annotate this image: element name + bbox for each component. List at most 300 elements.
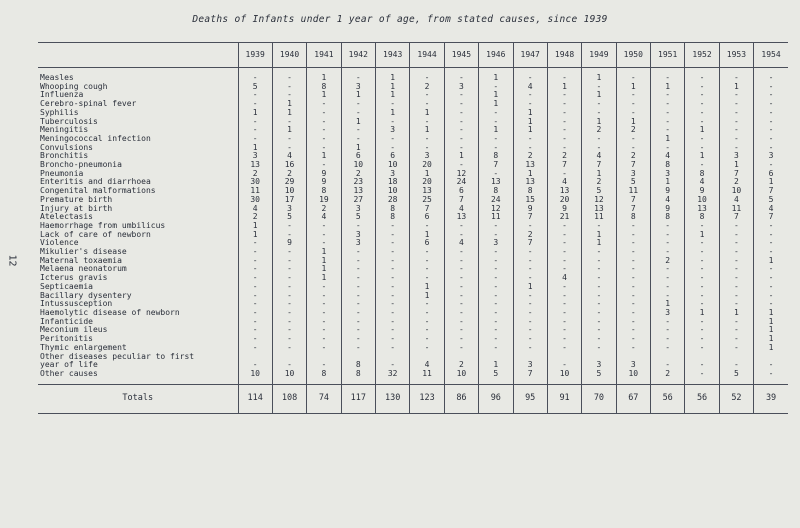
table-cell: 8: [307, 83, 341, 92]
table-cell: 3: [616, 361, 650, 370]
cause-label: Broncho-pneumonia: [40, 160, 122, 170]
table-cell: 1: [754, 335, 788, 344]
table-cell: 13: [582, 205, 616, 214]
table-cell: -: [444, 222, 478, 231]
table-cell: 1: [616, 83, 650, 92]
table-cell: -: [582, 265, 616, 274]
table-row: [38, 109, 788, 118]
table-cell: 1: [719, 83, 753, 92]
table-row: [38, 196, 788, 205]
table-cell: -: [341, 126, 375, 135]
table-cell: 1: [582, 170, 616, 179]
table-cell: -: [479, 326, 513, 335]
table-cell: -: [719, 326, 753, 335]
table-cell: -: [479, 248, 513, 257]
cause-label: Meningococcal infection: [40, 133, 151, 143]
table-cell: -: [685, 74, 719, 83]
total-cell: 123: [410, 384, 444, 413]
table-cell: -: [479, 257, 513, 266]
table-cell: 11: [238, 187, 272, 196]
table-cell: -: [238, 91, 272, 100]
table-cell: -: [754, 361, 788, 370]
table-cell: -: [376, 274, 410, 283]
table-cell: 4: [272, 152, 306, 161]
table-cell: -: [410, 309, 444, 318]
table-cell: 4: [651, 196, 685, 205]
table-cell: 7: [547, 161, 581, 170]
table-cell: -: [444, 344, 478, 353]
table-cell: 27: [341, 196, 375, 205]
cause-label: Influenza: [40, 90, 84, 100]
table-cell: 10: [272, 187, 306, 196]
table-cell: 8: [307, 187, 341, 196]
table-cell: 8: [341, 370, 375, 379]
table-cell: -: [376, 361, 410, 370]
table-row: [38, 74, 788, 83]
table-cell: 30: [238, 178, 272, 187]
table-cell: -: [513, 344, 547, 353]
table-cell: -: [410, 265, 444, 274]
table-cell: -: [685, 83, 719, 92]
table-row: [38, 335, 788, 344]
table-cell: 2: [616, 152, 650, 161]
table-cell: -: [444, 318, 478, 327]
table-cell: 1: [582, 91, 616, 100]
table-cell: 3: [341, 83, 375, 92]
table-cell: -: [719, 335, 753, 344]
table-cell: -: [341, 300, 375, 309]
table-cell: -: [238, 248, 272, 257]
table-cell: -: [307, 109, 341, 118]
table-cell: -: [410, 326, 444, 335]
cause-label: Violence: [40, 238, 79, 248]
table-cell: 1: [307, 257, 341, 266]
table-cell: -: [651, 74, 685, 83]
table-cell: -: [238, 283, 272, 292]
cause-label: Thymic enlargement: [40, 342, 127, 352]
table-cell: 21: [547, 213, 581, 222]
table-cell: 20: [410, 178, 444, 187]
table-cell: -: [616, 91, 650, 100]
table-cell: -: [547, 126, 581, 135]
table-cell: 1: [307, 248, 341, 257]
cause-label: Tuberculosis: [40, 116, 98, 126]
table-cell: 8: [479, 187, 513, 196]
table-cell: 1: [376, 109, 410, 118]
table-row: [38, 292, 788, 301]
table-cell: -: [651, 292, 685, 301]
table-cell: -: [376, 318, 410, 327]
table-cell: -: [719, 144, 753, 153]
table-cell: -: [754, 300, 788, 309]
table-cell: -: [376, 231, 410, 240]
table-cell: -: [479, 231, 513, 240]
table-cell: -: [547, 239, 581, 248]
table-cell: -: [547, 257, 581, 266]
table-cell: -: [582, 135, 616, 144]
table-cell: -: [376, 265, 410, 274]
table-cell: -: [272, 344, 306, 353]
table-cell: -: [754, 83, 788, 92]
table-cell: 16: [272, 161, 306, 170]
table-cell: -: [272, 326, 306, 335]
table-cell: -: [616, 239, 650, 248]
table-cell: 3: [651, 170, 685, 179]
table-cell: 1: [685, 309, 719, 318]
table-cell: 1: [754, 344, 788, 353]
table-cell: -: [616, 135, 650, 144]
table-cell: -: [651, 109, 685, 118]
table-cell: 8: [479, 152, 513, 161]
table-cell: 1: [479, 91, 513, 100]
table-cell: -: [341, 283, 375, 292]
header-year: 1948: [547, 43, 581, 68]
table-cell: 1: [410, 126, 444, 135]
infant-deaths-table: [38, 42, 788, 414]
table-cell: -: [376, 144, 410, 153]
table-cell: 1: [238, 109, 272, 118]
table-cell: 5: [754, 196, 788, 205]
table-cell: 7: [719, 170, 753, 179]
total-cell: 56: [651, 384, 685, 413]
header-year: 1951: [651, 43, 685, 68]
table-cell: 12: [444, 170, 478, 179]
table-cell: 11: [616, 187, 650, 196]
table-cell: -: [238, 135, 272, 144]
table-cell: -: [719, 292, 753, 301]
table-cell: 12: [479, 205, 513, 214]
table-cell: 1: [376, 91, 410, 100]
table-cell: -: [307, 239, 341, 248]
table-cell: 1: [651, 300, 685, 309]
table-cell: 12: [582, 196, 616, 205]
table-cell: -: [582, 318, 616, 327]
table-cell: -: [307, 135, 341, 144]
table-cell: -: [376, 300, 410, 309]
table-cell: -: [685, 118, 719, 127]
header-year: 1947: [513, 43, 547, 68]
table-cell: 9: [651, 205, 685, 214]
table-cell: 10: [685, 196, 719, 205]
table-cell: -: [272, 265, 306, 274]
table-cell: -: [685, 222, 719, 231]
table-cell: 13: [513, 161, 547, 170]
cause-label: Other diseases peculiar to first: [40, 351, 195, 361]
table-cell: -: [307, 326, 341, 335]
table-row: [38, 265, 788, 274]
table-cell: -: [582, 335, 616, 344]
table-cell: -: [444, 144, 478, 153]
total-cell: 56: [685, 384, 719, 413]
header-year: 1945: [444, 43, 478, 68]
table-cell: 5: [341, 213, 375, 222]
table-cell: -: [513, 326, 547, 335]
table-cell: -: [513, 257, 547, 266]
table-cell: 10: [376, 187, 410, 196]
table-cell: 6: [754, 170, 788, 179]
table-cell: -: [307, 222, 341, 231]
table-cell: -: [444, 257, 478, 266]
table-cell: 2: [513, 152, 547, 161]
table-cell: -: [582, 309, 616, 318]
table-cell: -: [582, 283, 616, 292]
table-cell: -: [272, 248, 306, 257]
table-cell: -: [651, 344, 685, 353]
table-cell: -: [444, 126, 478, 135]
table-cell: -: [719, 126, 753, 135]
table-cell: 2: [547, 152, 581, 161]
table-row: [38, 144, 788, 153]
table-cell: 9: [547, 205, 581, 214]
table-cell: -: [513, 222, 547, 231]
page-number: 12: [6, 254, 18, 267]
table-cell: -: [238, 309, 272, 318]
table-cell: -: [582, 344, 616, 353]
table-cell: 8: [513, 187, 547, 196]
cause-label: Measles: [40, 73, 74, 82]
table-cell: 5: [272, 213, 306, 222]
table-cell: -: [651, 265, 685, 274]
table-cell: 1: [410, 109, 444, 118]
table-cell: -: [616, 222, 650, 231]
table-cell: -: [410, 144, 444, 153]
table-cell: -: [272, 118, 306, 127]
table-cell: -: [616, 100, 650, 109]
table-cell: -: [547, 318, 581, 327]
table-cell: 1: [754, 178, 788, 187]
cause-label: Meconium ileus: [40, 325, 108, 335]
table-cell: -: [719, 265, 753, 274]
table-cell: 1: [307, 274, 341, 283]
total-cell: 67: [616, 384, 650, 413]
total-cell: 108: [272, 384, 306, 413]
header-row: [38, 43, 788, 68]
table-cell: -: [582, 257, 616, 266]
table-cell: -: [341, 222, 375, 231]
table-cell: 2: [272, 170, 306, 179]
table-cell: -: [307, 118, 341, 127]
table-cell: -: [513, 74, 547, 83]
table-cell: 8: [307, 370, 341, 379]
table-cell: 1: [582, 239, 616, 248]
table-cell: -: [685, 283, 719, 292]
table-row: [38, 370, 788, 379]
table-cell: 1: [479, 74, 513, 83]
table-cell: -: [616, 265, 650, 274]
table-cell: 10: [272, 370, 306, 379]
table-cell: -: [582, 292, 616, 301]
table-cell: -: [582, 248, 616, 257]
header-year: 1944: [410, 43, 444, 68]
table-cell: -: [444, 248, 478, 257]
table-cell: 30: [238, 196, 272, 205]
table-cell: 3: [376, 170, 410, 179]
table-cell: 1: [307, 152, 341, 161]
table-cell: -: [754, 292, 788, 301]
table-cell: -: [272, 318, 306, 327]
table-cell: 3: [376, 126, 410, 135]
table-cell: -: [582, 222, 616, 231]
table-cell: 13: [479, 178, 513, 187]
table-cell: -: [410, 344, 444, 353]
table-cell: -: [376, 135, 410, 144]
table-cell: -: [616, 309, 650, 318]
table-cell: -: [616, 257, 650, 266]
table-cell: -: [272, 309, 306, 318]
table-cell: 8: [651, 161, 685, 170]
table-cell: -: [582, 274, 616, 283]
table-cell: -: [307, 335, 341, 344]
table-cell: 1: [582, 74, 616, 83]
table-cell: 7: [444, 196, 478, 205]
table-cell: 13: [685, 205, 719, 214]
table-cell: -: [272, 335, 306, 344]
table-row: [38, 152, 788, 161]
table-cell: -: [616, 318, 650, 327]
table-cell: 24: [479, 196, 513, 205]
table-cell: -: [479, 135, 513, 144]
table-cell: -: [238, 318, 272, 327]
table-cell: 1: [513, 170, 547, 179]
table-cell: -: [754, 274, 788, 283]
table-cell: 13: [513, 178, 547, 187]
totals-label: Totals: [38, 384, 238, 413]
table-cell: 7: [513, 239, 547, 248]
table-cell: -: [754, 126, 788, 135]
table-row: [38, 239, 788, 248]
table-cell: -: [651, 248, 685, 257]
table-cell: 1: [272, 100, 306, 109]
table-row: [38, 257, 788, 266]
table-cell: -: [719, 91, 753, 100]
table-cell: -: [582, 326, 616, 335]
cause-label: Enteritis and diarrhoea: [40, 177, 151, 187]
table-cell: 10: [444, 370, 478, 379]
table-cell: 4: [513, 83, 547, 92]
table-cell: -: [444, 274, 478, 283]
total-cell: 52: [719, 384, 753, 413]
table-cell: 5: [479, 370, 513, 379]
table-cell: 6: [376, 152, 410, 161]
table-cell: -: [685, 161, 719, 170]
table-cell: -: [616, 144, 650, 153]
table-cell: 2: [651, 257, 685, 266]
table-cell: -: [376, 283, 410, 292]
table-row: [38, 309, 788, 318]
table-cell: 8: [376, 205, 410, 214]
table-cell: -: [272, 257, 306, 266]
table-cell: -: [272, 74, 306, 83]
table-cell: -: [719, 257, 753, 266]
table-cell: -: [410, 135, 444, 144]
table-cell: -: [444, 265, 478, 274]
table-cell: -: [444, 74, 478, 83]
table-cell: 24: [444, 178, 478, 187]
table-cell: 5: [582, 187, 616, 196]
total-cell: 74: [307, 384, 341, 413]
table-cell: 2: [513, 231, 547, 240]
table-cell: -: [754, 135, 788, 144]
cause-label: Pneumonia: [40, 168, 84, 178]
table-cell: -: [616, 274, 650, 283]
table-cell: 1: [754, 257, 788, 266]
table-cell: -: [651, 274, 685, 283]
table-cell: 3: [410, 152, 444, 161]
table-cell: -: [479, 309, 513, 318]
table-cell: -: [685, 109, 719, 118]
table-cell: -: [341, 100, 375, 109]
table-cell: 1: [479, 361, 513, 370]
table-cell: 1: [754, 318, 788, 327]
table-cell: 1: [582, 118, 616, 127]
table-cell: 1: [238, 222, 272, 231]
table-cell: -: [479, 265, 513, 274]
table-cell: -: [513, 309, 547, 318]
table-cell: -: [410, 300, 444, 309]
table-cell: -: [238, 100, 272, 109]
table-cell: -: [307, 300, 341, 309]
table-cell: -: [547, 222, 581, 231]
table-cell: -: [272, 300, 306, 309]
table-cell: 1: [341, 91, 375, 100]
table-cell: -: [651, 144, 685, 153]
table-cell: 10: [616, 370, 650, 379]
table-cell: -: [547, 292, 581, 301]
header-year: 1949: [582, 43, 616, 68]
table-cell: 2: [307, 205, 341, 214]
table-row: [38, 118, 788, 127]
table-cell: 6: [341, 152, 375, 161]
table-cell: 4: [547, 178, 581, 187]
table-cell: 1: [685, 126, 719, 135]
table-cell: -: [513, 292, 547, 301]
table-cell: -: [444, 309, 478, 318]
table-cell: -: [238, 265, 272, 274]
table-cell: -: [479, 318, 513, 327]
header-year: 1952: [685, 43, 719, 68]
table-cell: 10: [547, 370, 581, 379]
table-cell: 4: [444, 239, 478, 248]
table-cell: 7: [582, 161, 616, 170]
table-cell: -: [685, 300, 719, 309]
cause-label: Mikulier's disease: [40, 247, 127, 257]
table-cell: -: [547, 118, 581, 127]
table-cell: 1: [410, 170, 444, 179]
table-cell: 25: [410, 196, 444, 205]
table-cell: 9: [307, 170, 341, 179]
table-cell: -: [616, 335, 650, 344]
table-cell: -: [685, 344, 719, 353]
table-cell: 1: [754, 326, 788, 335]
table-cell: 10: [376, 161, 410, 170]
table-cell: 18: [376, 178, 410, 187]
table-cell: -: [616, 326, 650, 335]
table-cell: 1: [410, 231, 444, 240]
table-cell: -: [719, 361, 753, 370]
table-cell: -: [341, 318, 375, 327]
table-cell: -: [754, 231, 788, 240]
table-cell: -: [616, 248, 650, 257]
table-cell: 9: [685, 187, 719, 196]
table-cell: 3: [341, 231, 375, 240]
table-cell: -: [651, 335, 685, 344]
table-cell: 3: [272, 205, 306, 214]
header-year: 1940: [272, 43, 306, 68]
table-cell: -: [754, 74, 788, 83]
table-cell: -: [341, 74, 375, 83]
table-row: [38, 274, 788, 283]
table-cell: 3: [479, 239, 513, 248]
